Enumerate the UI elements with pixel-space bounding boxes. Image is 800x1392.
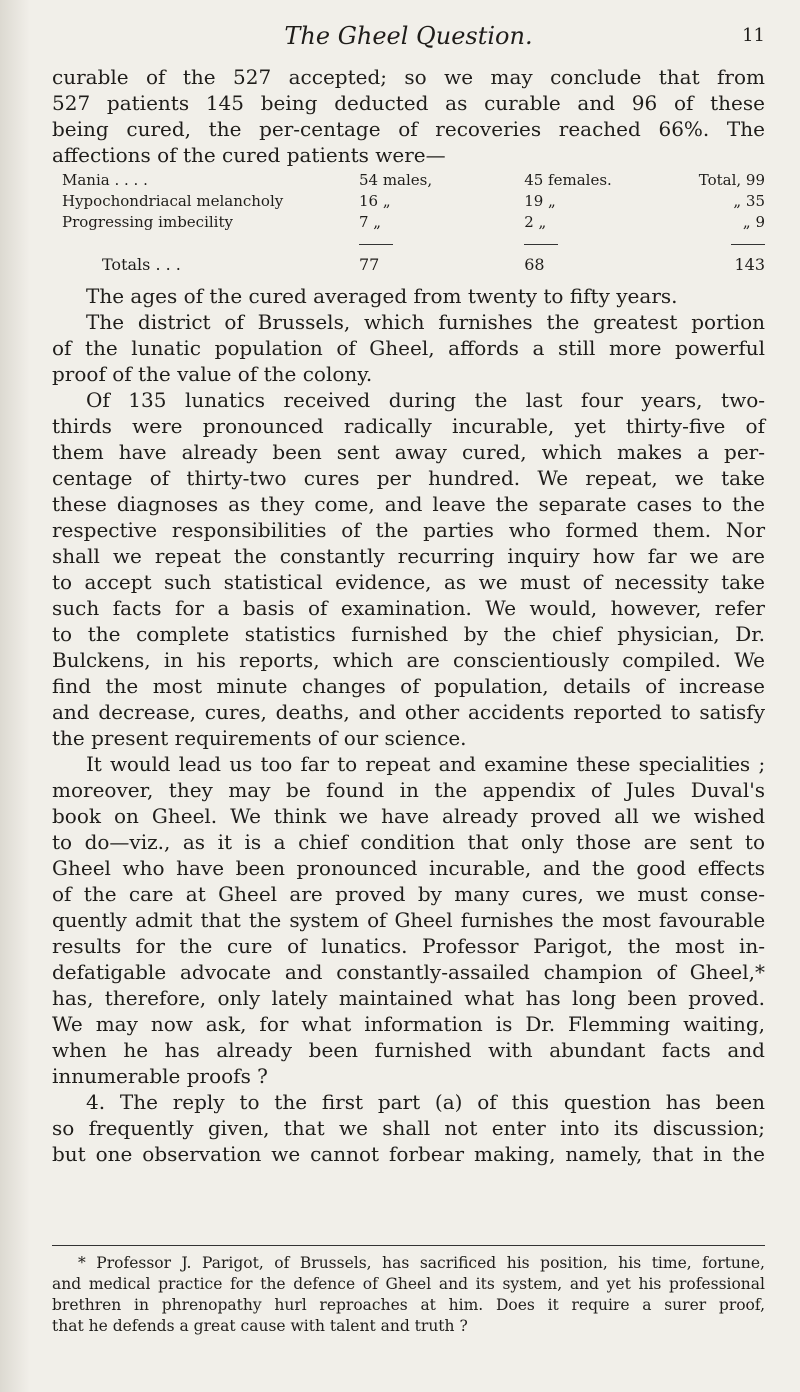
- divider: [731, 244, 765, 245]
- page-header: [52, 22, 765, 52]
- text-line: We may now ask, for what information is Dr. Flemming waiting,: [52, 1012, 765, 1036]
- opening-paragraph: [52, 64, 765, 168]
- total-cell: „ 35: [733, 192, 765, 210]
- text-line: of the care at Gheel are proved by many cures, we must conse-: [52, 882, 765, 906]
- text-line: the present requirements of our science.: [52, 726, 467, 750]
- text-line: thirds were pronounced radically incurable, yet thirty-five of: [52, 414, 765, 438]
- text-line: these diagnoses as they come, and leave the separate cases to the: [52, 492, 765, 516]
- totals-total: 143: [734, 255, 765, 274]
- text-line: moreover, they may be found in the appendix of Jules Duval's: [52, 778, 765, 802]
- text-line: such facts for a basis of examination. We would, however, refer: [52, 596, 765, 620]
- females-cell: 19 „: [524, 192, 556, 210]
- females-cell: 2 „: [524, 213, 547, 231]
- table-row: [62, 170, 765, 191]
- footnote-line: and medical practice for the defence of Gheel and its system, and yet his professional: [52, 1275, 765, 1293]
- text-line: but one observation we cannot forbear making, namely, that in the: [52, 1142, 765, 1166]
- table-row: [62, 212, 765, 233]
- text-line: of the lunatic population of Gheel, affords a still more powerful: [52, 336, 765, 360]
- recovery-statistics-table: [52, 170, 765, 275]
- text-line: respective responsibilities of the parties who formed them. Nor: [52, 518, 765, 542]
- text-line: affections of the cured patients were—: [52, 143, 446, 167]
- text-line: results for the cure of lunatics. Professor Parigot, the most in-: [52, 934, 765, 958]
- footnote: [52, 1253, 765, 1337]
- text-line: The district of Brussels, which furnishes the greatest portion: [86, 310, 765, 334]
- running-title: The Gheel Question.: [284, 22, 533, 50]
- text-line: Gheel who have been pronounced incurable, and the good effects: [52, 856, 765, 880]
- body-text: [52, 64, 765, 1167]
- divider: [359, 244, 393, 245]
- text-line: 4. The reply to the first part (a) of this question has been: [86, 1090, 765, 1114]
- text-line: proof of the value of the colony.: [52, 362, 373, 386]
- text-line: shall we repeat the constantly recurring inquiry how far we are: [52, 544, 765, 568]
- paragraph: [52, 283, 765, 309]
- text-line: centage of thirty-two cures per hundred. We repeat, we take: [52, 466, 765, 490]
- total-cell: „ 9: [742, 213, 765, 231]
- text-line: quently admit that the system of Gheel furnishes the most favourable: [52, 908, 765, 932]
- text-line: book on Gheel. We think we have already proved all we wished: [52, 804, 765, 828]
- text-line: so frequently given, that we shall not enter into its discussion;: [52, 1116, 765, 1140]
- text-line: has, therefore, only lately maintained what has long been proved.: [52, 986, 765, 1010]
- totals-females: 68: [524, 255, 545, 274]
- table-rule-row: [62, 233, 765, 254]
- text-line: 527 patients 145 being deducted as curable and 96 of these: [52, 91, 765, 115]
- footnote-line: * Professor J. Parigot, of Brussels, has sacrificed his position, his time, fortune,: [78, 1254, 765, 1272]
- text-line: to do—viz., as it is a chief condition that only those are sent to: [52, 830, 765, 854]
- paragraph: [52, 387, 765, 751]
- text-line: Bulckens, in his reports, which are conscientiously compiled. We: [52, 648, 765, 672]
- text-line: Of 135 lunatics received during the last four years, two-: [86, 388, 765, 412]
- footnote-line: that he defends a great cause with talent and truth ?: [52, 1317, 468, 1335]
- text-line: and decrease, cures, deaths, and other accidents reported to satisfy: [52, 700, 765, 724]
- text-line: The ages of the cured averaged from twenty to fifty years.: [86, 284, 678, 308]
- paragraph: [52, 751, 765, 1089]
- text-line: find the most minute changes of population, details of increase: [52, 674, 765, 698]
- divider: [524, 244, 558, 245]
- text-line: curable of the 527 accepted; so we may conclude that from: [52, 65, 765, 89]
- paragraph: [52, 1089, 765, 1167]
- footnote-line: brethren in phrenopathy hurl reproaches at him. Does it require a surer proof,: [52, 1296, 765, 1314]
- text-line: them have already been sent away cured, which makes a per-: [52, 440, 765, 464]
- footnote-divider: [52, 1245, 765, 1246]
- totals-row: [62, 254, 765, 275]
- row-label: Progressing imbecility: [62, 213, 233, 231]
- males-cell: 16 „: [358, 192, 391, 210]
- females-cell: 45 females.: [524, 171, 612, 189]
- text-line: when he has already been furnished with abundant facts and: [52, 1038, 765, 1062]
- text-line: defatigable advocate and constantly-assailed champion of Gheel,*: [52, 960, 765, 984]
- page-number: 11: [742, 25, 765, 46]
- table-row: [62, 191, 765, 212]
- page-gutter-shadow: [0, 0, 30, 1392]
- males-cell: 54 males,: [358, 171, 433, 189]
- row-label: Mania . . . .: [62, 171, 148, 189]
- totals-label: Totals . . .: [102, 255, 181, 274]
- row-label: Hypochondriacal melancholy: [62, 192, 284, 210]
- text-line: to accept such statistical evidence, as we must of necessity take: [52, 570, 765, 594]
- total-cell: Total, 99: [698, 171, 765, 189]
- text-line: to the complete statistics furnished by the chief physician, Dr.: [52, 622, 765, 646]
- text-line: It would lead us too far to repeat and examine these specialities ;: [86, 752, 765, 776]
- text-line: being cured, the per-centage of recoveries reached 66%. The: [52, 117, 765, 141]
- males-cell: 7 „: [358, 213, 382, 231]
- text-line: innumerable proofs ?: [52, 1064, 268, 1088]
- totals-males: 77: [358, 255, 380, 274]
- paragraph: [52, 309, 765, 387]
